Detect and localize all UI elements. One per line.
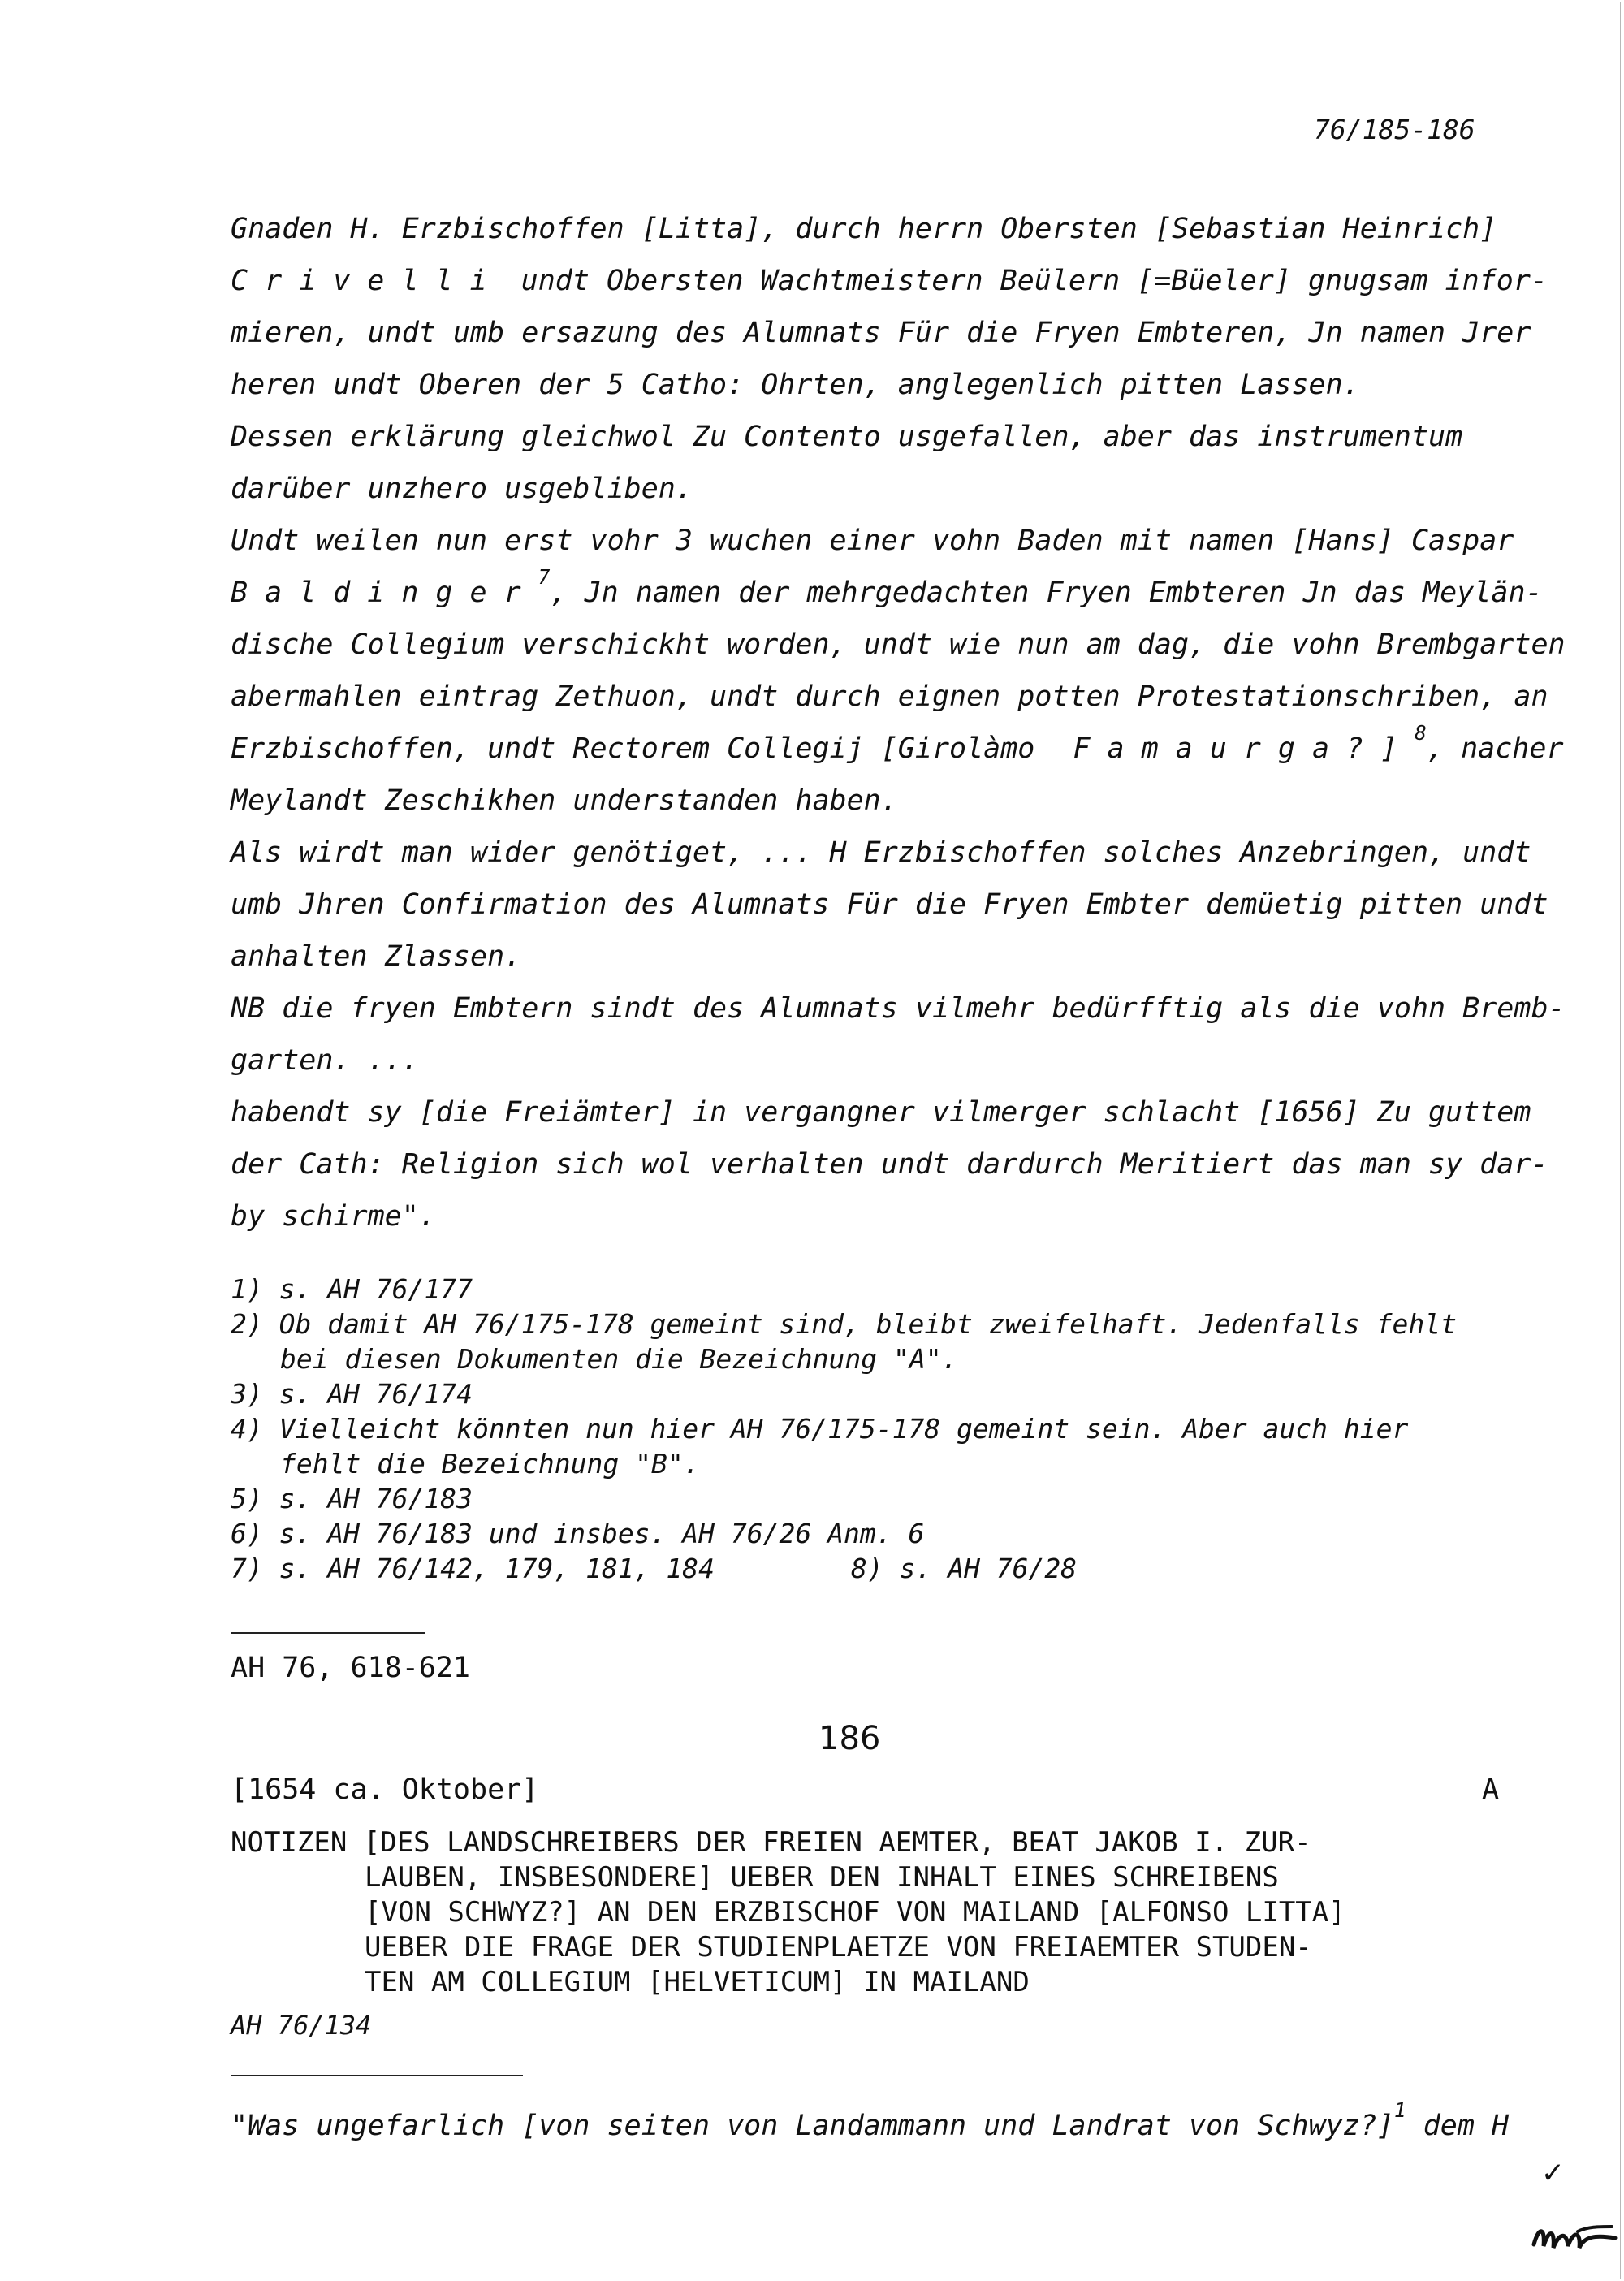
title-line: TEN AM COLLEGIUM [HELVETICUM] IN MAILAND bbox=[365, 1966, 1030, 1998]
text-fragment: , Jn namen der mehrgedachten Fryen Embteren Jn das Meylän- bbox=[550, 577, 1543, 609]
person-name-spaced: Crivelli bbox=[231, 265, 504, 297]
text-line: darüber unzhero usgebliben. bbox=[231, 473, 693, 505]
text-line: Meylandt Zeschikhen understanden haben. bbox=[231, 784, 898, 817]
footnote-marker: 1 bbox=[1393, 2097, 1406, 2122]
footnote: 8) s. AH 76/28 bbox=[851, 1553, 1078, 1584]
quote-line bbox=[231, 2097, 1510, 2142]
text-fragment: undt Obersten Wachtmeistern Beülern [=Büeler] gnugsam infor- bbox=[520, 265, 1548, 297]
title-line: NOTIZEN [DES LANDSCHREIBERS DER FREIEN AEMTER, BEAT JAKOB I. ZUR- bbox=[231, 1826, 1311, 1859]
text-line: Undt weilen nun erst vohr 3 wuchen einer vohn Baden mit namen [Hans] Caspar bbox=[231, 525, 1514, 557]
footnote: 3) s. AH 76/174 bbox=[231, 1378, 473, 1410]
text-line: dische Collegium verschickht worden, undt wie nun am dag, die vohn Brembgarten bbox=[231, 629, 1566, 661]
person-name-spaced: Baldinger bbox=[231, 577, 538, 609]
text-line: abermahlen eintrag Zethuon, undt durch eignen potten Protestationschriben, an bbox=[231, 680, 1548, 713]
footnote-marker: 7 bbox=[538, 564, 551, 589]
text-line: Als wirdt man wider genötiget, ... H Erzbischoffen solches Anzebringen, undt bbox=[231, 836, 1531, 869]
source-reference: AH 76, 618-621 bbox=[231, 1652, 471, 1684]
handwritten-initials-icon bbox=[1531, 2202, 1618, 2259]
text-line: heren undt Oberen der 5 Catho: Ohrten, anglegenlich pitten Lassen. bbox=[231, 369, 1360, 401]
title-line: UEBER DIE FRAGE DER STUDIENPLAETZE VON FREIAEMTER STUDEN- bbox=[365, 1931, 1312, 1963]
separator-rule bbox=[231, 2075, 523, 2076]
text-line: NB die fryen Embtern sindt des Alumnats vilmehr bedürfftig als die vohn Bremb- bbox=[231, 992, 1566, 1025]
separator-rule bbox=[231, 1632, 425, 1634]
text-fragment: , nacher bbox=[1426, 732, 1564, 765]
text-line: by schirme". bbox=[231, 1200, 436, 1233]
text-line bbox=[231, 720, 1564, 765]
archive-reference: AH 76/134 bbox=[231, 2010, 372, 2041]
footnote: 1) s. AH 76/177 bbox=[231, 1273, 473, 1305]
footnote: 7) s. AH 76/142, 179, 181, 184 bbox=[231, 1553, 715, 1584]
text-line: garten. ... bbox=[231, 1044, 419, 1077]
text-line: umb Jhren Confirmation des Alumnats Für die Fryen Embter demüetig pitten undt bbox=[231, 888, 1548, 921]
footnote: 4) Vielleicht könnten nun hier AH 76/175-178 gemeint sein. Aber auch hier bbox=[231, 1413, 1409, 1445]
document-date: [1654 ca. Oktober] bbox=[231, 1773, 539, 1806]
footnote-continuation: fehlt die Bezeichnung "B". bbox=[280, 1448, 700, 1480]
text-line bbox=[231, 265, 1548, 297]
text-line: anhalten Zlassen. bbox=[231, 940, 522, 973]
person-name-spaced: Famaurga?] bbox=[1073, 732, 1415, 765]
text-fragment: dem H bbox=[1406, 2110, 1510, 2142]
title-line: [VON SCHWYZ?] AN DEN ERZBISCHOF VON MAILAND [ALFONSO LITTA] bbox=[365, 1896, 1345, 1929]
footnote: 6) s. AH 76/183 und insbes. AH 76/26 Anm. 6 bbox=[231, 1518, 925, 1549]
document-number: 186 bbox=[818, 1720, 881, 1757]
text-line: habendt sy [die Freiämter] in vergangner vilmerger schlacht [1656] Zu guttem bbox=[231, 1096, 1531, 1129]
check-mark: ✓ bbox=[1543, 2154, 1563, 2191]
text-fragment: "Was ungefarlich [von seiten von Landammann und Landrat von Schwyz?] bbox=[231, 2110, 1394, 2142]
title-line: LAUBEN, INSBESONDERE] UEBER DEN INHALT EINES SCHREIBENS bbox=[365, 1861, 1279, 1894]
text-line: Dessen erklärung gleichwol Zu Contento usgefallen, aber das instrumentum bbox=[231, 421, 1463, 453]
page-number: 76/185-186 bbox=[1314, 114, 1475, 145]
text-fragment: Erzbischoffen, undt Rectorem Collegij [Girolàmo bbox=[231, 732, 1035, 765]
footnote: 2) Ob damit AH 76/175-178 gemeint sind, bleibt zweifelhaft. Jedenfalls fehlt bbox=[231, 1308, 1457, 1340]
text-line: Gnaden H. Erzbischoffen [Litta], durch herrn Obersten [Sebastian Heinrich] bbox=[231, 213, 1497, 245]
footnote-marker: 8 bbox=[1415, 720, 1427, 745]
text-line bbox=[231, 564, 1543, 609]
footnote: 5) s. AH 76/183 bbox=[231, 1483, 473, 1514]
text-line: mieren, undt umb ersazung des Alumnats Für die Fryen Embteren, Jn namen Jrer bbox=[231, 317, 1531, 349]
footnote-continuation: bei diesen Dokumenten die Bezeichnung "A". bbox=[280, 1343, 958, 1375]
document-variant: A bbox=[1482, 1773, 1500, 1806]
text-line: der Cath: Religion sich wol verhalten undt dardurch Meritiert das man sy dar- bbox=[231, 1148, 1548, 1181]
